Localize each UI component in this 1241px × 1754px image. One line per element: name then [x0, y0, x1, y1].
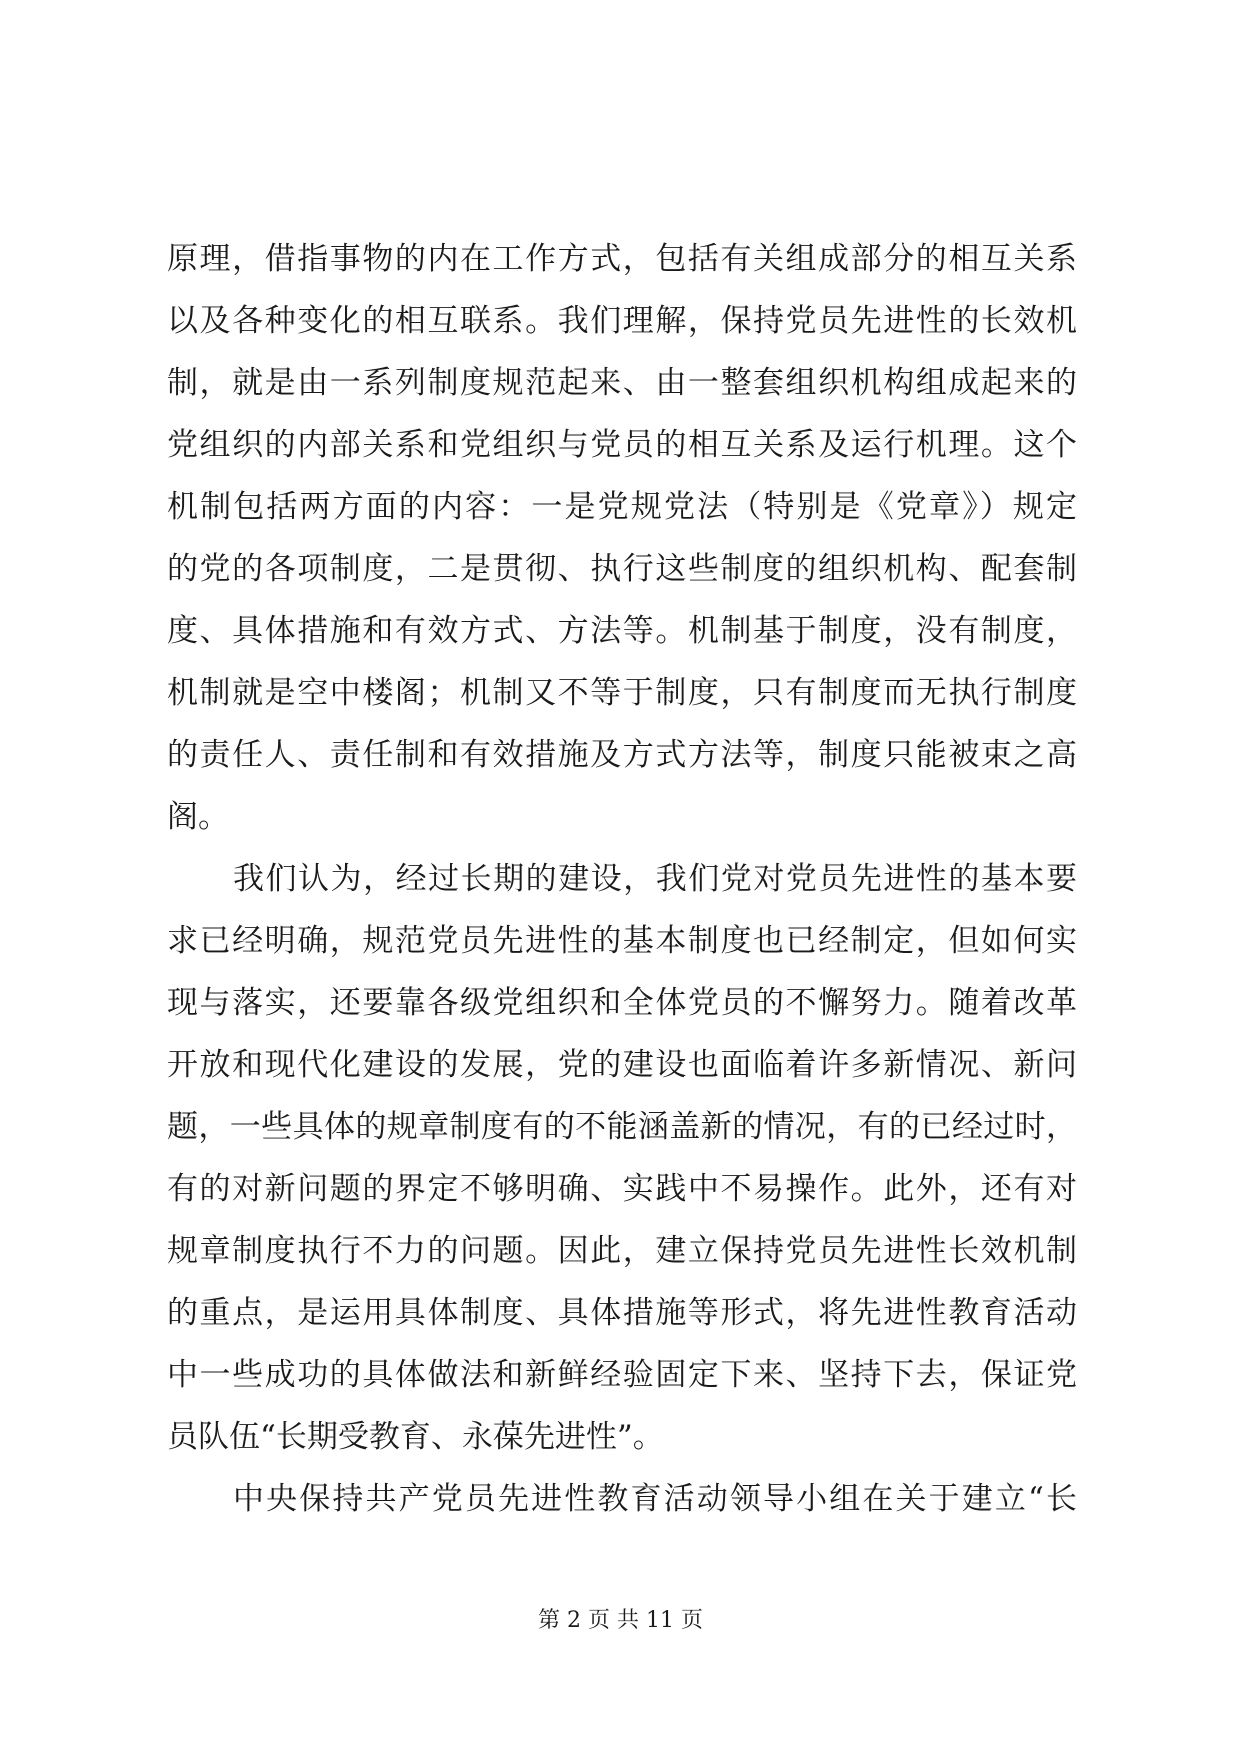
text-line: 原理，借指事物的内在工作方式，包括有关组成部分的相互关系 — [167, 241, 1077, 277]
paragraph-first-line: 中央保持共产党员先进性教育活动领导小组在关于建立“长 — [233, 1481, 1077, 1517]
text-line: 度、具体措施和有效方式、方法等。机制基于制度，没有制度， — [167, 613, 1077, 649]
text-line: 中一些成功的具体做法和新鲜经验固定下来、坚持下去，保证党 — [167, 1357, 1077, 1393]
text-line: 的重点，是运用具体制度、具体措施等形式，将先进性教育活动 — [167, 1295, 1077, 1331]
text-line: 阁。 — [167, 799, 229, 835]
paragraph-first-line: 我们认为，经过长期的建设，我们党对党员先进性的基本要 — [233, 861, 1077, 897]
text-line: 求已经明确，规范党员先进性的基本制度也已经制定，但如何实 — [167, 923, 1077, 959]
text-line: 的党的各项制度，二是贯彻、执行这些制度的组织机构、配套制 — [167, 551, 1077, 587]
text-line: 开放和现代化建设的发展，党的建设也面临着许多新情况、新问 — [167, 1047, 1077, 1083]
text-line: 员队伍“长期受教育、永葆先进性”。 — [167, 1419, 664, 1455]
text-line: 有的对新问题的界定不够明确、实践中不易操作。此外，还有对 — [167, 1171, 1077, 1207]
document-body — [167, 228, 1077, 1530]
text-line: 现与落实，还要靠各级党组织和全体党员的不懈努力。随着改革 — [167, 985, 1077, 1021]
page-footer: 第 2 页 共 11 页 — [538, 1608, 703, 1633]
text-line: 的责任人、责任制和有效措施及方式方法等，制度只能被束之高 — [167, 737, 1077, 773]
text-line: 以及各种变化的相互联系。我们理解，保持党员先进性的长效机 — [167, 303, 1077, 339]
text-line: 机制就是空中楼阁；机制又不等于制度，只有制度而无执行制度 — [167, 675, 1077, 711]
text-line: 党组织的内部关系和党组织与党员的相互关系及运行机理。这个 — [167, 427, 1077, 463]
text-line: 机制包括两方面的内容：一是党规党法（特别是《党章》）规定 — [167, 489, 1077, 525]
text-line: 题，一些具体的规章制度有的不能涵盖新的情况，有的已经过时， — [167, 1109, 1077, 1145]
text-line: 规章制度执行不力的问题。因此，建立保持党员先进性长效机制 — [167, 1233, 1077, 1269]
text-line: 制，就是由一系列制度规范起来、由一整套组织机构组成起来的 — [167, 365, 1077, 401]
